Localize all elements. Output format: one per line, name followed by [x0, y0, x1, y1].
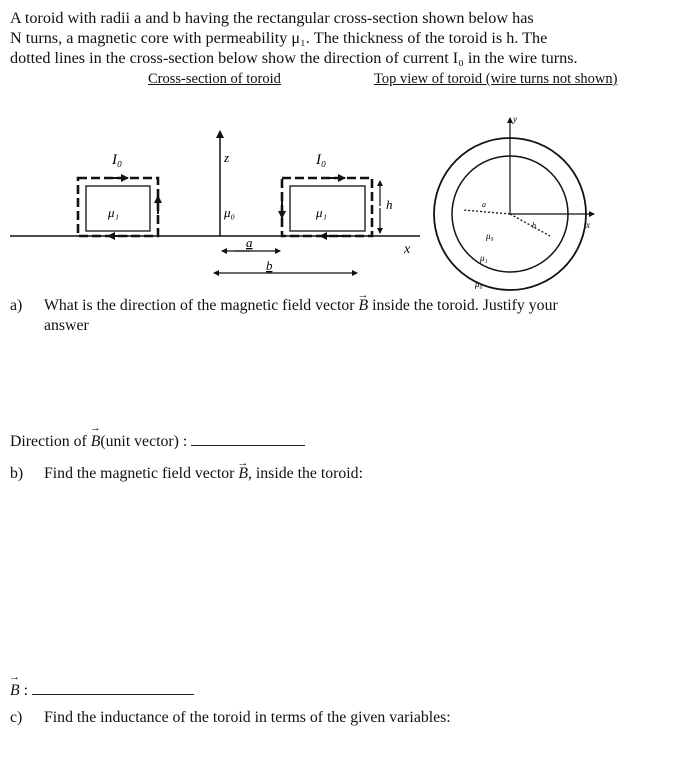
top-view-x-label: x [586, 220, 590, 230]
question-b-text-2: , inside the toroid: [248, 465, 363, 482]
question-a-text-1: What is the direction of the magnetic field vector [44, 297, 355, 314]
radius-a-label: a [246, 235, 253, 250]
question-c-label: c) [10, 709, 23, 726]
b-vector-symbol: → B [359, 296, 369, 316]
intro-line-1: A toroid with radii a and b having the rectangular cross-section shown below has [10, 9, 534, 27]
question-b-vector: → B [238, 464, 248, 484]
problem-statement [10, 8, 670, 68]
top-view-mu0-inner: μ₀ [486, 231, 494, 241]
b-answer-line [10, 680, 194, 700]
mu0-center-label: μ₀ [224, 205, 236, 220]
mu1-right-label: μ₁ [316, 205, 328, 220]
cross-section-diagram [10, 131, 420, 273]
top-view-diagram [434, 114, 594, 290]
intro-line-3: dotted lines in the cross-section below show the direction of current I₀ in the wire turns. [10, 49, 578, 67]
question-a [10, 296, 670, 340]
radius-b-dotted [510, 214, 550, 236]
b-answer-vector: → B [10, 682, 20, 700]
question-b [10, 464, 670, 486]
question-b-label: b) [10, 465, 24, 482]
z-axis-label: z [224, 150, 230, 165]
thickness-label: h [386, 197, 393, 212]
direction-answer-line [10, 431, 305, 451]
direction-answer-blank[interactable] [191, 431, 305, 446]
radius-b-label: b [266, 258, 273, 273]
question-c-text: Find the inductance of the toroid in terms of the given variables: [44, 709, 451, 726]
top-view-radius-b-label: b [532, 221, 536, 230]
top-view-y-label: y [513, 114, 517, 124]
question-c [10, 708, 670, 730]
right-core-rect [290, 186, 365, 231]
top-view-radius-a-label: a [482, 200, 486, 209]
question-a-label: a) [10, 297, 23, 314]
intro-line-2: N turns, a magnetic core with permeability μ₁. The thickness of the toroid is h. The [10, 29, 548, 47]
current-label-right: I₀ [316, 152, 327, 168]
radius-a-dotted [463, 210, 510, 214]
top-view-heading: Top view of toroid (wire turns not shown) [374, 71, 618, 87]
b-answer-blank[interactable] [32, 680, 194, 695]
question-a-text-2: inside the toroid. Justify your [372, 297, 558, 314]
toroid-figure [0, 96, 677, 296]
top-view-mu1-ring: μ₁ [480, 253, 488, 263]
direction-prompt-1: Direction of [10, 433, 87, 450]
direction-prompt-2: (unit vector) : [100, 433, 188, 450]
question-a-text-3: answer [44, 317, 89, 334]
x-axis-label: x [404, 242, 411, 257]
cross-section-heading: Cross-section of toroid [148, 71, 281, 87]
b-answer-colon: : [23, 682, 28, 699]
question-b-text-1: Find the magnetic field vector [44, 465, 235, 482]
top-view-mu0-outer: μ₀ [475, 279, 483, 289]
current-label-left: I₀ [112, 152, 123, 168]
mu1-left-label: μ₁ [108, 205, 120, 220]
direction-b-vector: → B [91, 433, 101, 451]
